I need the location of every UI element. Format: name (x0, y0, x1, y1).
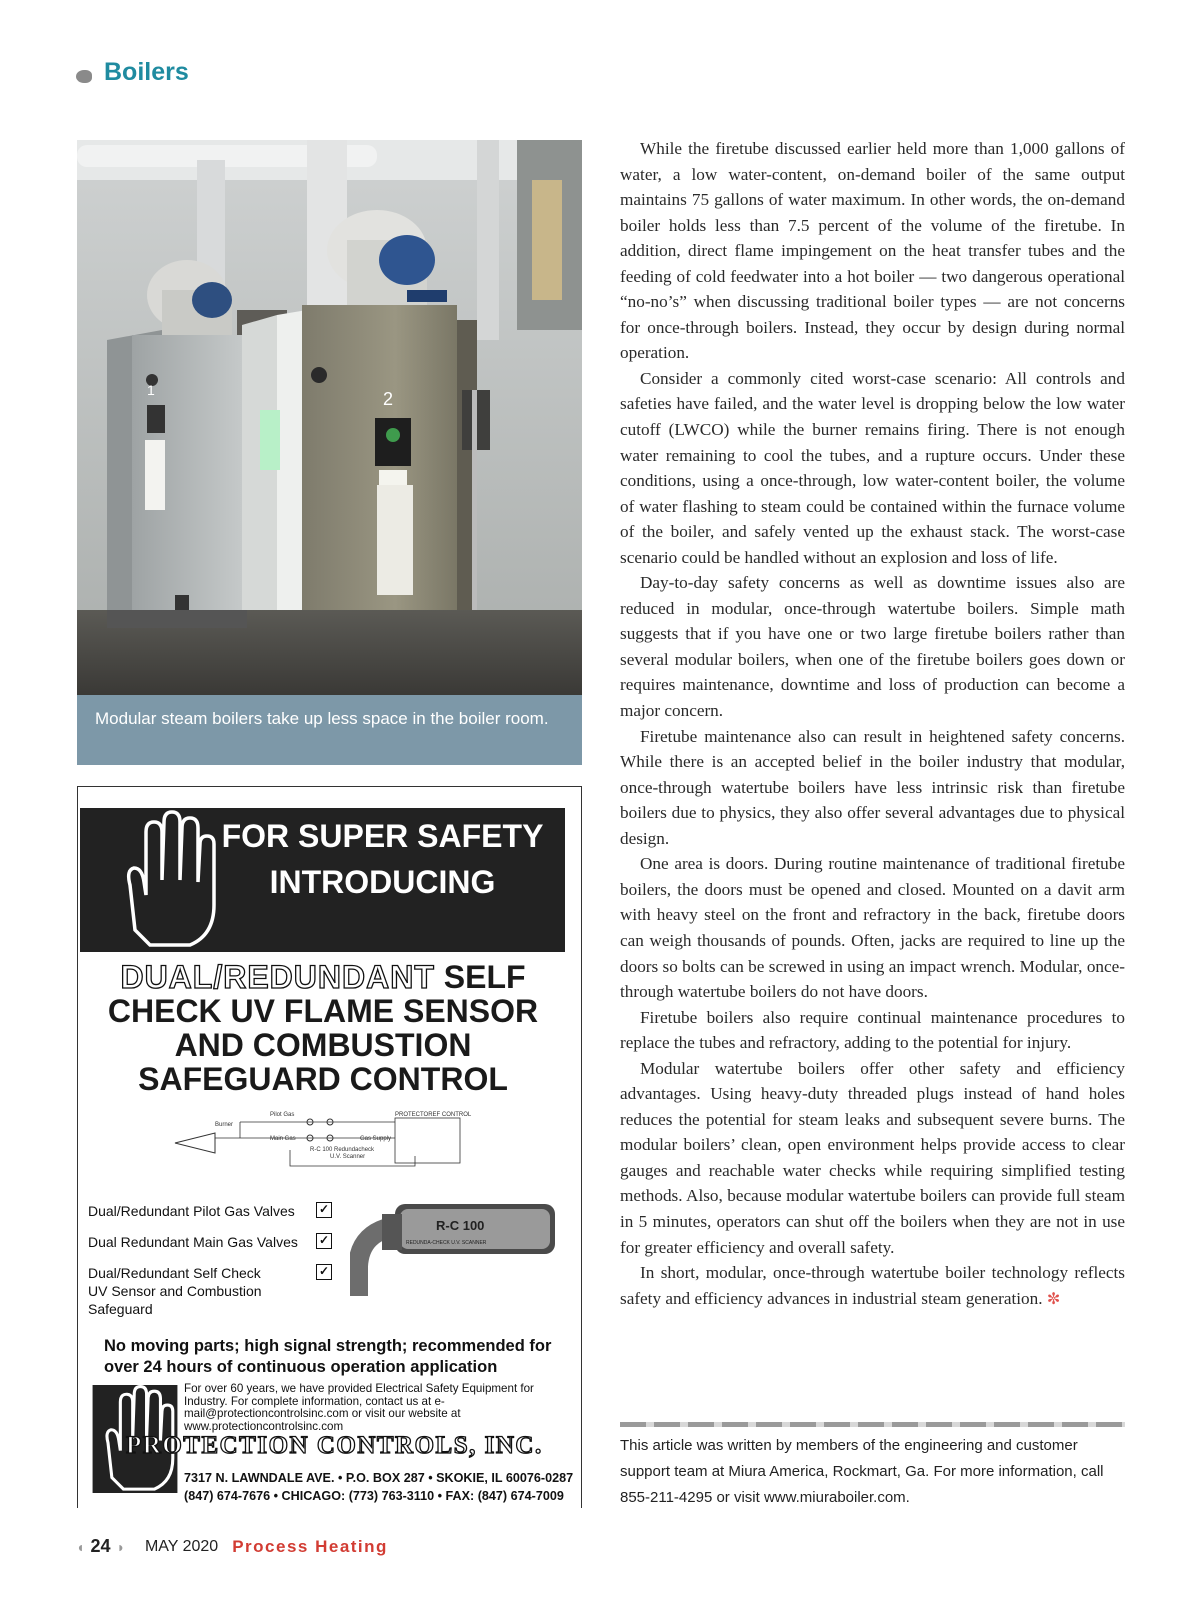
article-paragraph: Firetube boilers also require continual maintenance procedures to replace the tubes and refractory, adding to the potential for injury. (620, 1007, 1125, 1053)
ad-title-line-3: AND COMBUSTION (174, 1027, 472, 1063)
page-number: 24 (90, 1536, 111, 1556)
boiler-room-photo (77, 140, 582, 695)
uv-sensor-product-image (350, 1196, 562, 1304)
ad-feature-text: Dual Redundant Main Gas Valves (88, 1234, 298, 1250)
article-paragraph-text: In short, modular, once-through watertube boiler technology reflects safety and efficiency advances in industrial steam generation. (620, 1263, 1125, 1308)
ad-address-line: (847) 674-7676 • CHICAGO: (773) 763-3110 • FAX: (847) 674-7009 (184, 1489, 564, 1503)
author-bio: This article was written by members of the engineering and customer support team at Miura America, Rockmart, Ga. For more information, call 855-211-4295 or visit www.miuraboiler.com. (620, 1437, 1104, 1506)
article-divider (620, 1422, 1125, 1427)
diagram-label: Pilot Gas (270, 1112, 295, 1118)
ad-title-outline: DUAL/REDUNDANT (120, 959, 435, 995)
article-paragraph: Consider a commonly cited worst-case scenario: All controls and safeties have failed, and the water level is dropping below the low water cutoff (LWCO) while the burner remains firing. There is not enough water remaining to cool the tubes, and a rupture occurs. Under these conditions, using a once-through, low water-content boiler, the volume of water flashing to steam could be contained within the furnace volume of the boiler, and safely vented up the exhaust stack. The worst-case scenario could be handled without an explosion and loss of life. (620, 368, 1125, 567)
page-right-marker-icon: ◗ (116, 1538, 125, 1555)
end-mark-icon: ✼ (1046, 1290, 1061, 1308)
diagram-label: R-C 100 Redundacheck (310, 1147, 375, 1153)
boiler-2-label: 2 (383, 389, 394, 409)
ad-title-line-4: SAFEGUARD CONTROL (138, 1061, 508, 1097)
ad-address (184, 1469, 573, 1505)
article-paragraph: Day-to-day safety concerns as well as downtime issues also are reduced in modular, once-through watertube boilers. Simple math suggests that if you have one or two large firetube boilers rather than several modular boilers, when one of the firetube boilers goes down or requires maintenance, downtime and loss of production can become a major concern. (620, 573, 1125, 721)
article-paragraph: Firetube maintenance also can result in heightened safety concerns. While there is an accepted belief in the boiler industry that modular, once-through watertube boilers have less intrinsic risk than firetube boilers due to physics, they also offer several advantages due to physical design. (620, 726, 1125, 848)
product-sublabel: REDUNDA-CHECK U.V. SCANNER (406, 1240, 487, 1246)
ad-title-line-2: CHECK UV FLAME SENSOR (107, 993, 539, 1029)
ad-feature-text: Dual/Redundant Pilot Gas Valves (88, 1203, 295, 1219)
magazine-name: Process Heating (232, 1536, 388, 1556)
section-title: Boilers (104, 58, 189, 86)
ad-wiring-diagram (170, 1108, 490, 1190)
ad-feature (88, 1233, 330, 1251)
checkbox-icon: ✓ (316, 1264, 332, 1280)
checkbox-icon: ✓ (316, 1233, 332, 1249)
diagram-label: U.V. Scanner (330, 1154, 366, 1160)
checkbox-icon: ✓ (316, 1202, 332, 1218)
issue-date: MAY 2020 (144, 1537, 219, 1555)
diagram-label: Burner (215, 1122, 234, 1128)
ad-tagline: No moving parts; high signal strength; recommended for over 24 hours of continuous operation application (104, 1337, 552, 1376)
diagram-label: Main Gas (270, 1136, 296, 1142)
section-bullet-icon (76, 70, 92, 83)
ad-about-text: For over 60 years, we have provided Electrical Safety Equipment for Industry. For complete information, contact us at e-mail@protectioncontrolsinc.com or visit our website at www.protectioncontrolsinc.com (184, 1382, 534, 1433)
ad-headline-1: FOR SUPER SAFETY (221, 818, 544, 854)
article-paragraph-last (620, 1260, 1125, 1312)
page-footer (76, 1536, 388, 1557)
ad-feature-text: Dual/Redundant Self Check UV Sensor and Combustion Safeguard (88, 1265, 262, 1317)
page-left-marker-icon: ◖ (76, 1538, 85, 1555)
ad-product-title (84, 960, 562, 1096)
ad-feature (88, 1202, 330, 1220)
boiler-1-label: 1 (147, 382, 155, 398)
ad-title-rest: SELF (434, 959, 526, 995)
ad-headline-2: INTRODUCING (269, 864, 496, 900)
article-paragraph: While the firetube discussed earlier held more than 1,000 gallons of water, a low water-content, on-demand boiler of the same output maintains 75 gallons of water maximum. In other words, the on-demand boiler holds less than 7.5 percent of the volume of the firetube. In addition, direct flame impingement on the heat transfer tubes and the feeding of cold feedwater into a hot boiler — two dangerous operational “no-no’s” when discussing traditional boiler types — are not concerns for once-through boilers. Instead, they occur by design during normal operation. (620, 139, 1125, 363)
article-paragraph: Modular watertube boilers offer other safety and efficiency advantages. Using heavy-duty threaded plugs instead of hand holes reduces the potential for steam leaks and subsequent severe burns. The modular boilers’ clean, open environment helps provide access to clear gauges and reachable water checks while requiring simplified testing methods. Also, because modular watertube boilers can provide full steam in 5 minutes, operators can shut off the boilers when they are not in use for greater efficiency and overall safety. (620, 1058, 1125, 1257)
ad-feature (88, 1264, 330, 1318)
product-label: R-C 100 (436, 1218, 485, 1233)
article-paragraph: One area is doors. During routine maintenance of traditional firetube boilers, the doors must be opened and closed. Mounted on a davit arm with heavy steel on the front and refractory in the back, firetube doors can weigh thousands of pounds. Often, jacks are required to line up the doors so bolts can be screwed in using an impact wrench. Modular, once-through watertube boilers do not have doors. (620, 854, 1125, 1002)
boiler-room-illustration (77, 140, 582, 695)
photo-caption: Modular steam boilers take up less space in the boiler room. (77, 695, 582, 765)
diagram-label: Gas Supply (360, 1136, 392, 1142)
diagram-label: PROTECTOREF CONTROL (395, 1112, 472, 1118)
article-body (620, 136, 1125, 1312)
ad-brand-name: PROTECTION CONTROLS, INC. (126, 1432, 543, 1459)
ad-address-line: 7317 N. LAWNDALE AVE. • P.O. BOX 287 • SKOKIE, IL 60076-0287 (184, 1471, 574, 1485)
